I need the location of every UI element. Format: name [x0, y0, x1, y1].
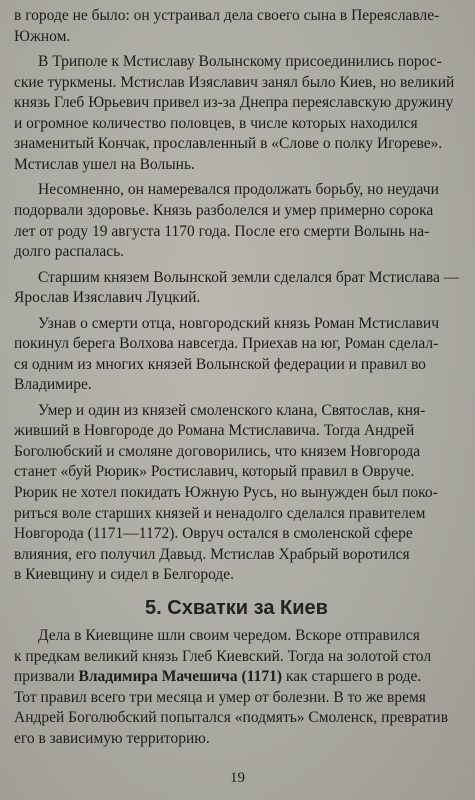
text-line: В Триполе к Мстиславу Волынскому присоединились порос- [38, 52, 442, 70]
text-line: знаменитый Кончак, прославленный в «Слове о полку Игореве». [14, 135, 443, 153]
text-line: живший в Новгороде до Романа Мстиславича. Тогда Андрей [14, 422, 415, 440]
text-line: Узнав о смерти отца, новгородский князь Роман Мстиславич [38, 314, 440, 332]
paragraph [14, 6, 459, 47]
text-line: Умер и один из князей смоленского клана, Святослав, кня- [38, 401, 426, 419]
text-line: ские туркмены. Мстислав Изяславич занял было Киев, но великий [14, 73, 455, 91]
text-line: Тот правил всего три месяца и умер от болезни. В то же время [14, 688, 426, 706]
paragraph [14, 180, 459, 262]
text-line: князь Глеб Юрьевич привел из-за Днепра переяславскую дружину [14, 94, 454, 112]
text-line: Рюрик не хотел покидать Южную Русь, но вынужден был поко- [14, 484, 438, 502]
paragraph [14, 401, 459, 586]
paragraph [14, 314, 459, 396]
text-line: Дела в Киевщине шли своим чередом. Вскоре отправился [38, 627, 420, 645]
paragraph [14, 626, 459, 750]
text-line: Андрей Боголюбский попытался «подмять» Смоленск, превратив [14, 709, 449, 727]
text-line: его в зависимую территорию. [14, 729, 210, 747]
text-line: и огромное количество половцев, в числе которых находился [14, 114, 418, 132]
text-line: влияния, его получил Давыд. Мстислав Храбрый воротился [14, 545, 410, 563]
text-line: в Киевщину и сидел в Белгороде. [14, 566, 235, 584]
bold-name-date: Владимира Мачешича (1171) [78, 668, 283, 686]
text-line: к предкам великий князь Глеб Киевский. Тогда на золотой стол [14, 647, 432, 665]
text-line: Ярослав Изяславич Луцкий. [14, 289, 201, 307]
text-line: в городе не было: он устраивал дела своего сына в Переяславле- [14, 7, 440, 24]
text-fragment: как старшего в роде. [282, 668, 422, 686]
paragraph [14, 268, 459, 309]
text-line: станет «буй Рюрик» Ростиславич, который правил в Овруче. [14, 463, 415, 481]
text-fragment: призвали [14, 668, 79, 686]
text-line: Боголюбский и смоляне договорились, что князем Новгорода [14, 442, 421, 460]
text-line: долго распалась. [14, 243, 125, 261]
text-line: покинул берега Волхова навсегда. Приехав на юг, Роман сделал- [14, 335, 439, 353]
text-line: Новгорода (1171—1172). Овруч остался в смоленской сфере [14, 525, 413, 543]
text-line: Старшим князем Волынской земли сделался брат Мстислава — [38, 268, 459, 286]
text-line: Несомненно, он намеревался продолжать борьбу, но неудачи [38, 181, 439, 199]
page-number: 19 [230, 770, 245, 786]
text-line [14, 667, 459, 688]
section-heading: 5. Схватки за Киев [145, 597, 328, 620]
paragraph [14, 52, 459, 176]
text-line: Южном. [14, 27, 71, 45]
text-line: ся одним из многих князей Волынской федерации и правил во [14, 355, 426, 373]
text-line: лет от роду 19 августа 1170 года. После его смерти Волынь на- [14, 222, 430, 240]
text-line: Мстислав ушел на Волынь. [14, 155, 195, 173]
text-line: риться воле старших князей и ненадолго сделался правителем [14, 504, 426, 522]
text-line: Владимире. [14, 376, 92, 394]
text-line: подорвали здоровье. Князь разболелся и умер примерно сорока [14, 201, 434, 219]
text-body [14, 6, 459, 586]
